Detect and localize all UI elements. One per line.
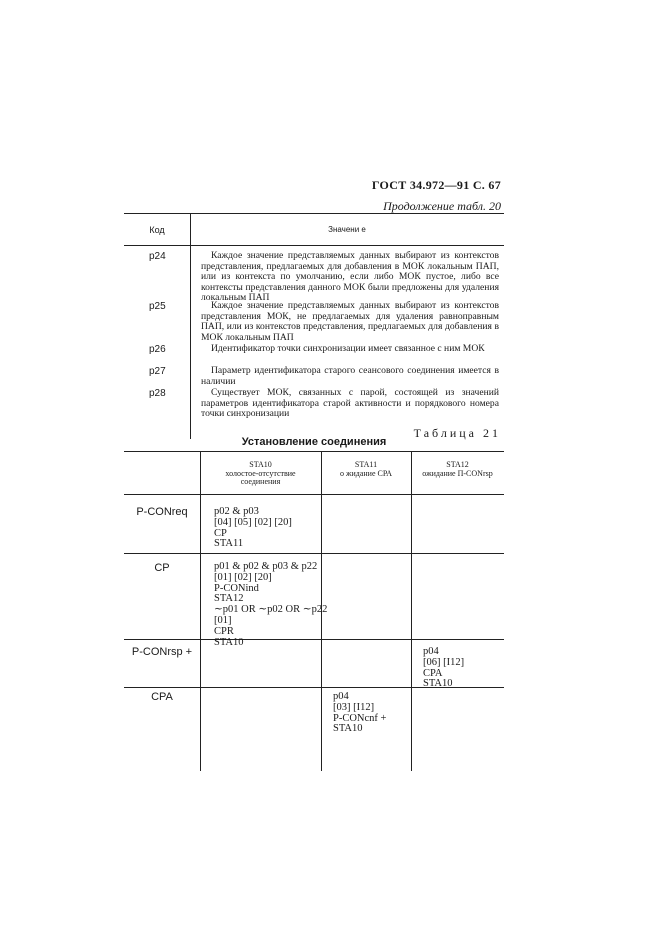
row-code: p28 — [149, 388, 166, 399]
table-20-top-rule — [124, 213, 504, 214]
table-21-rule — [124, 553, 504, 554]
table-20-header-rule — [124, 245, 504, 246]
row-code: p25 — [149, 301, 166, 312]
row-code: p26 — [149, 344, 166, 355]
table-21-header-sta12: STA12 ожидание П-CONrsp — [422, 460, 493, 478]
table-21-caption: Таблица 21 — [413, 426, 501, 440]
table-21-title: Установление соединения — [241, 436, 387, 448]
cell-p-conreq-sta10: p02 & p03 [04] [05] [02] [20] CP STA11 — [214, 506, 292, 550]
row-label-cpa: CPA — [151, 691, 173, 703]
table-20-header-value: Значени е — [328, 225, 366, 234]
table-21-rule — [124, 451, 504, 452]
table-21-rule — [411, 451, 412, 771]
table-21-rule — [124, 494, 504, 495]
cell-cp-sta10: p01 & p02 & p03 & p22 [01] [02] [20] P-CONind STA12 ∼p01 OR ∼p02 OR ∼p22 [01] CPR STA10 — [214, 561, 328, 648]
row-value: Каждое значение представляемых данных выбирают из контекстов представления МОК, не предлагаемых для удаления равноправным ПАП, или из контекстов представления, предлагаемых для добавления в МОК локальным ПАП — [201, 300, 499, 343]
row-code: p24 — [149, 251, 166, 262]
table-21-header-sta10: STA10 холостое-отсутствие соединения — [225, 460, 296, 486]
cell-cpa-sta11: p04 [03] [I12] P-CONcnf + STA10 — [333, 691, 387, 735]
table-21 — [124, 451, 504, 841]
table-continuation-note: Продолжение табл. 20 — [383, 199, 501, 213]
table-21-rule — [200, 451, 201, 771]
row-value: Идентификатор точки синхронизации имеет связанное с ним МОК — [211, 343, 485, 354]
row-label-cp: CP — [154, 562, 170, 574]
cell-p-conrsp-sta12: p04 [06] [I12] CPA STA10 — [423, 646, 465, 690]
table-20-header-code: Код — [149, 225, 165, 235]
row-value: Параметр идентификатора старого сеансового соединения имеется в наличии — [201, 365, 499, 387]
row-label-p-conreq: P-CONreq — [136, 506, 188, 518]
table-21-header-sta11: STA11 о жидание СРА — [339, 460, 393, 478]
row-value: Каждое значение представляемых данных выбирают из контекстов представления, предлагаемых для добавления в МОК локальным ПАП, или из контекста по умолчанию, если либо МОК пустое, либо все контексты представления данного МОК были предложены для удаления локальным ПАП — [201, 250, 499, 304]
page-header: ГОСТ 34.972—91 С. 67 — [371, 178, 501, 192]
row-label-p-conrsp: P-CONrsp + — [131, 646, 193, 658]
row-value: Существует МОК, связанных с парой, состоящей из значений параметров идентификатора старой активности и порядкового номера точки синхронизации — [201, 387, 499, 420]
row-code: p27 — [149, 366, 166, 377]
table-20 — [124, 213, 504, 439]
table-20-column-rule — [190, 213, 191, 439]
